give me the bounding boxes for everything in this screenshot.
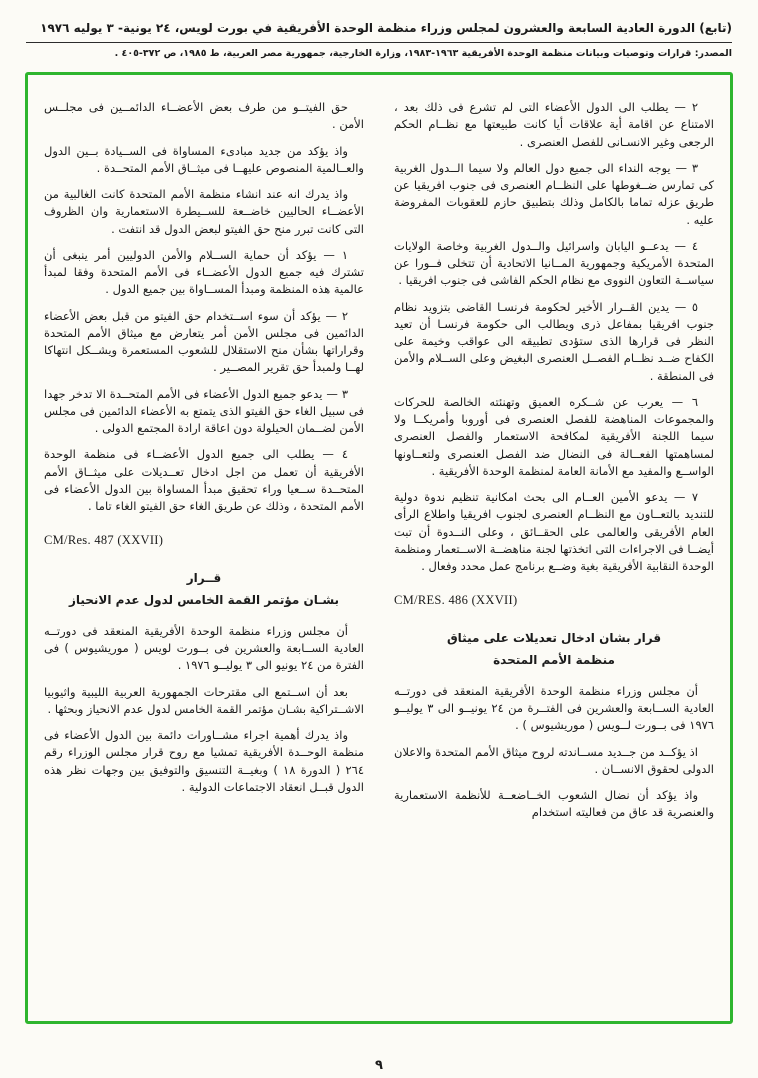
- title-spacer: [44, 613, 364, 623]
- resolution-486-preamble-1: أن مجلس وزراء منظمة الوحدة الأفريقية المنعقد فى دورتــه العادية الســابعة والعشرين فى الفتــرة من ٢٤ يونيــو الى ٣ يوليــو ١٩٧٦ فى بــورت لــويس ( موريشيوس ) .: [394, 683, 714, 733]
- content-border-box: [25, 72, 733, 1024]
- operative-paragraph-3: ٣ — يوجه النداء الى جميع دول العالم ولا سيما الــدول الغربية كى تمارس ضــغوطها على النظــام العنصرى فى جنوب افريقيا عن طريق عزله تماما بالكامل وذلك بتطبيق حازم للعقوبات المفروضة عليه .: [394, 160, 714, 227]
- resolution-486-title-line1: قرار بشان ادخال تعديلات على ميثاق: [446, 631, 662, 646]
- resolution-486-title-line2: منظمة الأمم المتحدة: [493, 653, 615, 668]
- operative-paragraph-6: ٦ — يعرب عن شــكره العميق وتهنئته الخالصة للحركات والمجموعات المناهضة للفصل العنصرى فى أوروبا وأمريكــا ولا سيما اللجنة الأفريقية لمكافحة الاستعمار والفصل العنصرى لمساهمتها الفعــالة فى النضال ضد الفصل العنصرى ولتعــاونها الواســع والمفيد مع الأمانة العامة لمنظمة الوحدة الأفريقية .: [394, 394, 714, 478]
- resolution-487-title-line1: قــرار: [186, 571, 222, 586]
- operative-paragraph-3b: ٣ — يدعو جميع الدول الأعضاء فى الأمم المتحــدة الا تدخر جهدا فى سبيل الغاء حق الفيتو الذى يتمتع به الأعضاء الدائمين فى مجلس الأمن لضــمان الحيلولة دون اعاقة ارادة المجتمع الدولى .: [44, 386, 364, 436]
- resolution-487-preamble-1: أن مجلس وزراء منظمة الوحدة الأفريقية المنعقد فى دورتــه العادية الســابعة والعشرين فى بــورت لويس ( موريشيوس ) فى الفترة من ٢٤ يونيو الى ٣ يوليــو ١٩٧٦ .: [44, 623, 364, 673]
- resolution-486-preamble-2: اذ يؤكــد من جــديد مســاندته لروح ميثاق الأمم المتحدة والاعلان الدولى لحقوق الانســان .: [394, 744, 714, 776]
- preamble-paragraph-equality: واذ يؤكد من جديد مبادىء المساواة فى الســيادة بــين الدول والعــالمية المنصوص عليهــا فى ميثــاق الأمم المتحــدة .: [44, 143, 364, 175]
- operative-paragraph-1: ١ — يؤكد أن حماية الســلام والأمن الدوليين أمر ينبغى أن تشترك فيه جميع الدول الأعضــاء فى الأمم المتحدة وفقا لمبدأ عالمية هذه المنظمة ومبدأ المســاواة بين جميع الدول .: [44, 247, 364, 297]
- resolution-487-title-line2: بشـان مؤتمر القمة الخامس لدول عدم الانحياز: [68, 593, 340, 608]
- two-column-layout: [44, 99, 714, 1013]
- resolution-code-487: CM/Res. 487 (XXVII): [44, 533, 164, 548]
- source-citation: المصدر: قرارات وتوصيات وبيانات منظمة الوحدة الأفريقية ١٩٦٣-١٩٨٣، وزارة الخارجية، جمهورية مصر العربية، ط ١٩٨٥، ص ٣٧٢-٤٠٥ .: [114, 47, 732, 59]
- column-right: [394, 99, 714, 1013]
- page-header: [0, 0, 758, 60]
- resolution-487-preamble-2: بعد أن اســتمع الى مقترحات الجمهورية العربية الليبية واثيوبيا الاشــتراكية بشـان مؤتمر القمة الخامس لدول عدم الانحياز وبحثها .: [44, 684, 364, 716]
- title-spacer: [394, 673, 714, 683]
- resolution-487-preamble-3: واذ يدرك أهمية اجراء مشــاورات دائمة بين الدول الأعضاء فى منظمة الوحــدة الأفريقية تمشيا مع روح قرار مجلس الوزراء رقم ٢٦٤ ( الدورة ١٨ ) وبغيــة التنسيق والتوفيق بين وجهات نظر هذه الدول قبــل انعقاد الاجتماعات الدولية .: [44, 728, 364, 794]
- operative-paragraph-2: ٢ — يطلب الى الدول الأعضاء التى لم تشرع فى ذلك بعد ، الامتناع عن اقامة أية علاقات أيا كانت طبيعتها مع نظــام الحكم الرجعى وغير الانسـانى للفصل العنصرى .: [394, 100, 714, 149]
- session-title: (تابع) الدورة العادية السابعة والعشرون لمجلس وزراء منظمة الوحدة الأفريقية في بورت لويس، ٢٤ يونية- ٣ يوليه ١٩٧٦: [26, 20, 732, 43]
- resolution-code-486: CM/RES. 486 (XXVII): [394, 593, 518, 608]
- preamble-continuation: حق الفيتــو من طرف بعض الأعضــاء الدائمــين فى مجلــس الأمن .: [44, 100, 364, 132]
- page-number: ٩: [375, 1058, 383, 1073]
- preamble-paragraph-founding: واذ يدرك انه عند انشاء منظمة الأمم المتحدة كانت الغالبية من الأعضــاء الحاليين خاضــعة للســيطرة الاستعمارية وان الظروف التى كانت تبرر منح حق الفيتو لبعض الدول قد انتفت .: [44, 187, 364, 236]
- operative-paragraph-5: ٥ — يدين القــرار الأخير لحكومة فرنسـا القاضى بتزويد نظام جنوب افريقيا بمفاعل ذرى ويطالب الى حكومة فرنسـا أن تعيد النظر فى قرارها الذى ستؤدى تطبيقه الى عواقب وخيمة على الكفاح ضــد نظــام الفصــل العنصرى البغيض وعلى الســلام والأمن فى المنطقة .: [394, 299, 714, 383]
- operative-paragraph-2b: ٢ — يؤكد أن سوء اســتخدام حق الفيتو من قبل بعض الأعضاء الدائمين فى مجلس الأمن أمر يتعارض مع ميثاق الأمم المتحدة وقراراتها بشأن منح الاستقلال للشعوب المستعمرة ويشــكل انتهاكا لهــا ولمبدأ حق تقرير المصــير .: [44, 308, 364, 375]
- operative-paragraph-4: ٤ — يدعــو اليابان واسرائيل والــدول الغربية وخاصة الولايات المتحدة الأمريكية وجمهورية المــانيا الاتحادية أن تتخلى فــورا عن سياســة التعاون النووى مع نظام الحكم الفاشى فى جنوب افريقيا .: [394, 238, 714, 288]
- column-left: [44, 99, 364, 1013]
- resolution-486-preamble-3: واذ يؤكد أن نضال الشعوب الخــاضعــة للأنظمة الاستعمارية والعنصرية قد عاق من فعاليته استخدام: [394, 788, 714, 820]
- operative-paragraph-7: ٧ — يدعو الأمين العــام الى بحث امكانية تنظيم ندوة دولية للتنديد بالتعــاون مع النظــام العنصرى لجنوب افريقيا واطلاع الرأى العام الأفريقى والعالمى على الحقــائق ، وعلى النــدوة أن تبت أيضــا فى الاجراءات التى اتخذتها لجنة مناهضــة الاســتعمار ومنظمة الوحدة النقابية الأفريقية بغية وضــع برنامج عمل محدد وفعال .: [394, 490, 714, 574]
- operative-paragraph-4b: ٤ — يطلب الى جميع الدول الأعضــاء فى منظمة الوحدة الأفريقية أن تعمل من اجل ادخال تعــديلات على ميثــاق الأمم المتحــدة ســعيا وراء تحقيق مبدأ المساواة بين الدول الأعضاء فى الأمم المتحدة ، وذلك عن طريق الغاء حق الفيتو الغاء تاما .: [44, 447, 364, 514]
